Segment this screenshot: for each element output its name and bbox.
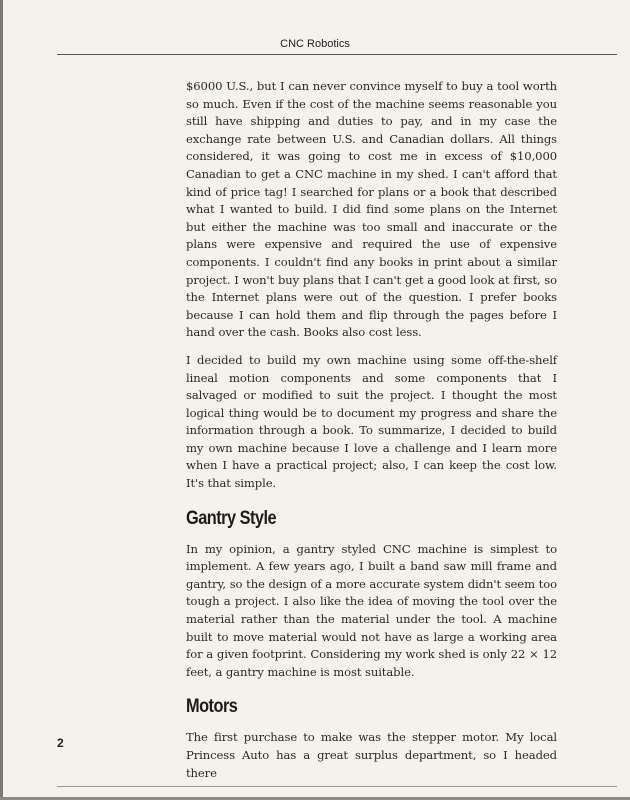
section-heading-motors: Motors [186,696,238,718]
paragraph-decision: I decided to build my own machine using some off-the-shelf lineal motion components and some components that I salvaged or modified to suit the project. I thought the most logical thing would be to document my progress and share the information through a book. To summarize, I decided to build my own machine because I love a challenge and I learn more when I have a practical project; also, I can keep the cost low. It's that simple. [186,352,557,491]
header-rule [57,54,617,55]
page-number: 2 [57,736,64,750]
section-heading-gantry-style: Gantry Style [186,507,277,529]
running-header: CNC Robotics [280,38,350,50]
paragraph-motors: The first purchase to make was the stepper motor. My local Princess Auto has a great surplus department, so I headed there [186,730,557,780]
paragraph-cost: $6000 U.S., but I can never convince myself to buy a tool worth so much. Even if the cost of the machine seems reasonable you still have shipping and duties to pay, and in my case the exchange rate between U.S. and Canadian dollars. All things considered, it was going to cost me in excess of $10,000 Canadian to get a CNC machine in my shed. I can't afford that kind of price tag! I searched for plans or a book that described what I wanted to build. I did find some plans on the Internet but either the machine was too small and inaccurate or the plans were expensive and required the use of expensive components. I couldn't find any books in print about a similar project. I won't buy plans that I can't get a good look at first, so the Internet plans were out of the question. I prefer books because I can hold them and flip through the pages before I hand over the cash. Books also cost less. [186,79,557,340]
scan-edge-left [0,0,3,800]
paragraph-gantry: In my opinion, a gantry styled CNC machine is simplest to implement. A few years ago, I built a band saw mill frame and gantry, so the design of a more accurate system didn't seem too tough a project. I also like the idea of moving the tool over the material rather than the material under the tool. A machine built to move material would not have as large a working area for a given footprint. Considering my work shed is only 22 × 12 feet, a gantry machine is most suitable. [186,541,557,679]
body-text-column [186,78,557,792]
footer-rule [57,786,617,787]
